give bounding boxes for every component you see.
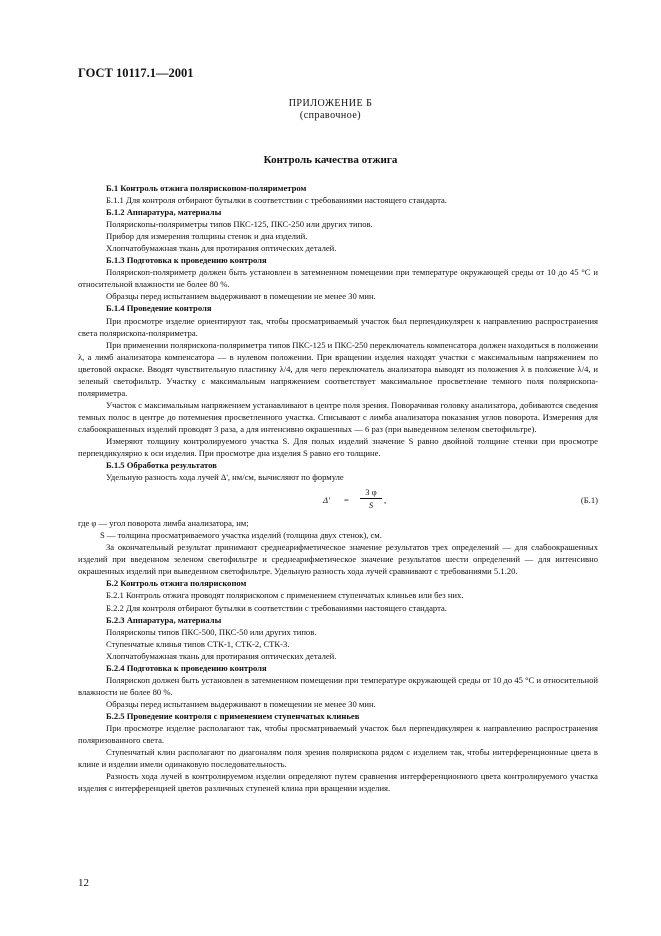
- paragraph: Образцы перед испытанием выдерживают в помещении не менее 30 мин.: [106, 291, 376, 302]
- where-line: где φ — угол поворота лимба анализатора, нм;: [78, 518, 249, 529]
- formula-fraction: [360, 486, 382, 511]
- appendix-note: (справочное): [299, 110, 362, 121]
- formula-b1: [78, 485, 598, 515]
- page-number: 12: [78, 877, 89, 889]
- standard-header: ГОСТ 10117.1—2001: [78, 66, 194, 80]
- paragraph: Участок с максимальным напряжением устанавливают в центре поля зрения. Поворачивая головку анализатора, добиваются сведения темных полос в центре до потемнения просветленного участка. Списывают с лимба анализатора показания углов поворота. Измерения для слабоокрашенных изделий проводят 3 раза, а для интенсивно окрашенных — 6 раз (при выведенном зеленом светофильтре).: [78, 399, 598, 434]
- appendix-label: ПРИЛОЖЕНИЕ Б: [288, 98, 373, 109]
- paragraph: Б.2.1 Контроль отжига проводят полярископом с применением ступенчатых клиньев или без них.: [106, 590, 464, 601]
- paragraph: Измеряют толщину контролируемого участка S. Для полых изделий значение S равно двойной толщине стенки при просмотре перпендикулярно к оси изделия. При просмотре дна изделия S равно его толщине.: [78, 435, 598, 459]
- paragraph: Разность хода лучей в контролируемом изделии определяют путем сравнения интерференционного цвета контролируемого участка изделия с интерференцией цветов различных ступеней клина при вращении изделия.: [78, 771, 598, 794]
- paragraph: Удельную разность хода лучей Δ', нм/см, вычисляют по формуле: [106, 472, 344, 483]
- paragraph: Прибор для измерения толщины стенок и дна изделий.: [106, 231, 308, 242]
- heading: Б.2.4 Подготовка к проведению контроля: [106, 662, 267, 673]
- section-title: Контроль качества отжига: [263, 154, 398, 166]
- paragraph: Хлопчатобумажная ткань для протирания оптических деталей.: [106, 243, 337, 254]
- formula-ref: (Б.1): [580, 495, 598, 506]
- heading: Б.2.5 Проведение контроля с применением ступенчатых клиньев: [106, 710, 360, 721]
- paragraph: Образцы перед испытанием выдерживают в помещении не менее 30 мин.: [106, 698, 376, 709]
- paragraph: Ступенчатые клинья типов СТК-1, СТК-2, СТК-3.: [106, 638, 290, 649]
- paragraph: Полярископы типов ПКС-500, ПКС-50 или других типов.: [106, 626, 317, 637]
- paragraph: Хлопчатобумажная ткань для протирания оптических деталей.: [106, 650, 337, 661]
- heading: Б.2.3 Аппаратура, материалы: [106, 614, 222, 625]
- heading: Б.1 Контроль отжига полярископом-поляриметром: [106, 183, 307, 193]
- paragraph: При просмотре изделие располагают так, чтобы просматриваемый участок был перпендикулярен к направлению распространения поляризованного света.: [78, 722, 598, 746]
- body-text: [78, 182, 598, 794]
- formula-equals: =: [344, 495, 349, 506]
- formula-denominator: S: [368, 500, 374, 511]
- paragraph: Полярископ должен быть установлен в затемненном помещении при температуре окружающей среды от 10 до 45 °С и относительной влажности не более 80 %.: [78, 674, 598, 697]
- paragraph: Полярископ-поляриметр должен быть установлен в затемненном помещении при температуре окружающей среды от 10 до 45 °С и относительной влажности не более 80 %.: [78, 267, 598, 290]
- paragraph: Б.1.1 Для контроля отбирают бутылки в соответствии с требованиями настоящего стандарта.: [106, 195, 447, 206]
- heading: Б.2 Контроль отжига полярископом: [106, 578, 247, 589]
- paragraph: Полярископы-поляриметры типов ПКС-125, ПКС-250 или других типов.: [106, 219, 373, 230]
- formula-lhs: Δ': [323, 495, 330, 506]
- paragraph: При применении полярископа-поляриметра типов ПКС-125 и ПКС-250 переключатель компенсатора должен находиться в положении λ, а лимб анализатора компенсатора — в нулевом положении. При вращении изделия находят участки с максимальным напряжением по цветовой окраске. Вводят чувствительную пластинку λ/4, для чего переключатель анализатора выводят из положения λ в положение λ/4, и зеленый светофильтр. Участку с максимальным напряжением соответствует максимальное просветление темного поля полярископа-поляриметра.: [78, 339, 598, 398]
- heading: Б.1.4 Проведение контроля: [106, 303, 212, 314]
- paragraph: Ступенчатый клин располагают по диагоналям поля зрения полярископа рядом с изделием так, чтобы интерференционные цвета в клине и изделии имели одинаковую последовательность.: [78, 747, 598, 770]
- paragraph: За окончательный результат принимают среднеарифметическое значение результатов трех определений — для слабоокрашенных изделий при введенном зеленом светофильтре и среднеарифметическое значение результатов шести определений — для интенсивно окрашенных изделий при выведенном светофильтре. Удельную разность хода лучей сравнивают с требованиями 5.1.20.: [78, 542, 598, 577]
- paragraph: Б.2.2 Для контроля отбирают бутылки в соответствии с требованиями настоящего стандарта.: [106, 602, 447, 613]
- paragraph: При просмотре изделие ориентируют так, чтобы просматриваемый участок был перпендикулярен к направлению распространения света полярископа-поляриметра.: [78, 315, 598, 338]
- formula-comma: ,: [384, 495, 387, 506]
- formula-numerator: 3 φ: [360, 486, 382, 499]
- heading: Б.1.5 Обработка результатов: [106, 460, 217, 471]
- heading: Б.1.3 Подготовка к проведению контроля: [106, 255, 267, 266]
- heading: Б.1.2 Аппаратура, материалы: [106, 207, 222, 218]
- where-line: S — толщина просматриваемого участка изделий (толщина двух стенок), см.: [100, 530, 382, 541]
